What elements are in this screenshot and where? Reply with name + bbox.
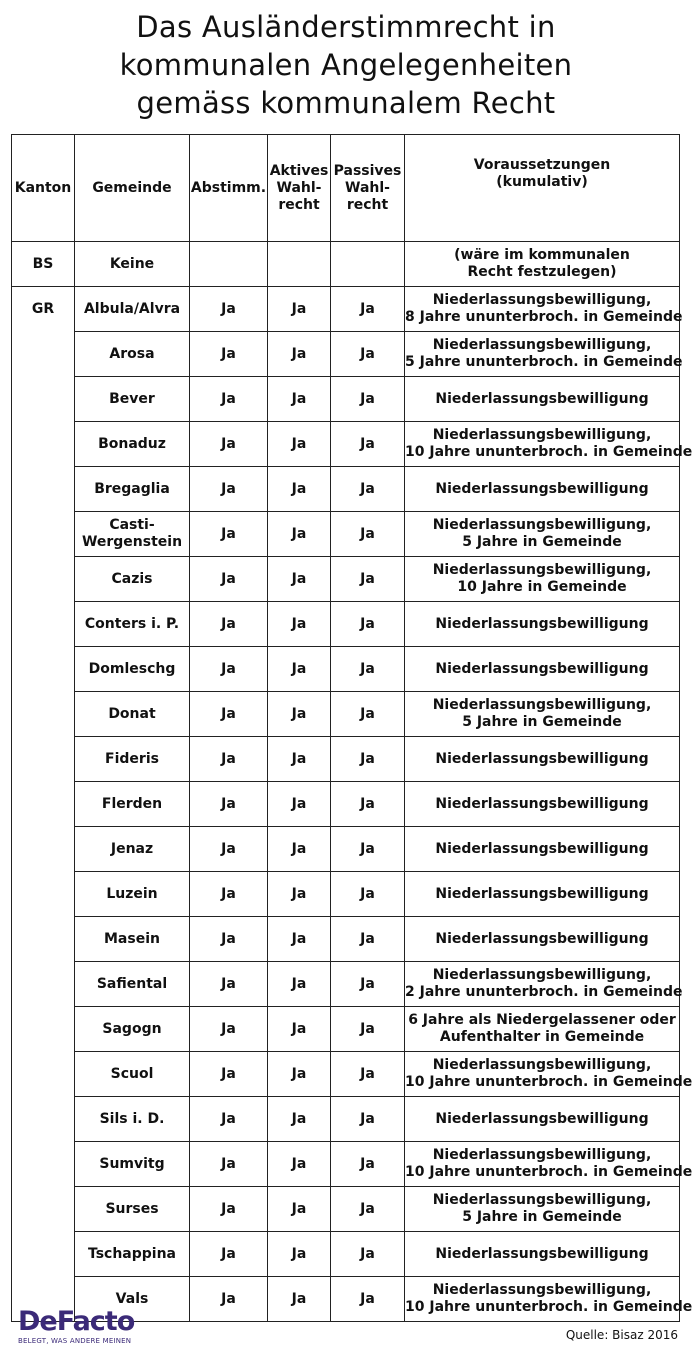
aktiv-cell: Ja	[268, 692, 331, 737]
aktiv-cell: Ja	[268, 872, 331, 917]
gemeinde-cell	[75, 467, 190, 512]
table-row	[12, 557, 680, 602]
voraussetzungen-line: Niederlassungsbewilligung,	[432, 292, 652, 308]
gemeinde-line: Scuol	[110, 1065, 154, 1082]
gemeinde-line: Jenaz	[110, 840, 154, 857]
header-line: recht	[346, 196, 389, 213]
gemeinde-line: Arosa	[109, 345, 155, 362]
abstimm-cell: Ja	[190, 647, 268, 692]
gemeinde-cell	[75, 377, 190, 422]
voraussetzungen-line: Niederlassungsbewilligung	[435, 1110, 649, 1127]
voraussetzungen-cell	[405, 1007, 680, 1052]
header-line: Aktives	[269, 162, 329, 179]
passiv-cell: Ja	[331, 737, 405, 782]
gemeinde-cell: Keine	[75, 242, 190, 287]
gemeinde-line: Surses	[105, 1200, 159, 1217]
voraussetzungen-line: Niederlassungsbewilligung,	[432, 1192, 652, 1208]
gemeinde-cell	[75, 692, 190, 737]
gemeinde-line: Domleschg	[88, 660, 176, 677]
voraussetzungen-cell	[405, 242, 680, 287]
voraussetzungen-line: Niederlassungsbewilligung,	[432, 562, 652, 578]
voraussetzungen-line: Niederlassungsbewilligung,	[432, 517, 652, 533]
defacto-logo	[18, 1308, 134, 1345]
voraussetzungen-line: Niederlassungsbewilligung	[435, 480, 649, 497]
gemeinde-line: Sumvitg	[99, 1155, 165, 1172]
kanton-cell: BS	[12, 242, 75, 287]
voraussetzungen-line: Niederlassungsbewilligung	[435, 930, 649, 947]
gemeinde-cell	[75, 782, 190, 827]
voraussetzungen-line: 5 Jahre in Gemeinde	[462, 714, 622, 730]
abstimm-cell: Ja	[190, 422, 268, 467]
voraussetzungen-line: Niederlassungsbewilligung	[435, 885, 649, 902]
voraussetzungen-line: 5 Jahre in Gemeinde	[462, 534, 622, 550]
passiv-cell: Ja	[331, 647, 405, 692]
table-row	[12, 692, 680, 737]
voraussetzungen-line: 10 Jahre ununterbroch. in Gemeinde	[405, 1299, 692, 1315]
table-row	[12, 962, 680, 1007]
title-line: kommunalen Angelegenheiten	[119, 48, 573, 82]
header-passives	[331, 135, 405, 242]
table-row	[12, 1232, 680, 1277]
gemeinde-line: Vals	[115, 1290, 149, 1307]
voraussetzungen-line: Niederlassungsbewilligung,	[432, 337, 652, 353]
voraussetzungen-line: Niederlassungsbewilligung	[435, 1245, 649, 1262]
voraussetzungen-line: Niederlassungsbewilligung,	[432, 697, 652, 713]
gemeinde-line: Wergenstein	[81, 534, 183, 550]
gemeinde-line: Bregaglia	[94, 480, 170, 497]
table-row	[12, 1142, 680, 1187]
gemeinde-line: Luzein	[106, 885, 158, 902]
voraussetzungen-line: Niederlassungsbewilligung,	[432, 427, 652, 443]
voraussetzungen-line: Niederlassungsbewilligung,	[432, 1057, 652, 1073]
abstimm-cell: Ja	[190, 872, 268, 917]
voraussetzungen-cell	[405, 1232, 680, 1277]
voraussetzungen-cell	[405, 422, 692, 467]
voraussetzungen-line: Niederlassungsbewilligung	[435, 660, 649, 677]
aktiv-cell	[268, 242, 331, 287]
header-line: Voraussetzungen	[473, 157, 611, 173]
table-row	[12, 422, 680, 467]
aktiv-cell: Ja	[268, 422, 331, 467]
voraussetzungen-line: 8 Jahre ununterbroch. in Gemeinde	[405, 309, 683, 325]
abstimm-cell: Ja	[190, 377, 268, 422]
gemeinde-cell	[75, 422, 190, 467]
gemeinde-line: Sagogn	[102, 1020, 162, 1037]
voraussetzungen-cell	[405, 962, 683, 1007]
voraussetzungen-cell	[405, 512, 680, 557]
table-row	[12, 872, 680, 917]
aktiv-cell: Ja	[268, 557, 331, 602]
voraussetzungen-cell	[405, 377, 680, 422]
aktiv-cell: Ja	[268, 827, 331, 872]
gemeinde-line: Flerden	[101, 795, 163, 812]
gemeinde-cell	[75, 1097, 190, 1142]
table-row	[12, 782, 680, 827]
passiv-cell: Ja	[331, 1097, 405, 1142]
abstimm-cell: Ja	[190, 917, 268, 962]
gemeinde-line: Safiental	[96, 975, 168, 992]
aktiv-cell: Ja	[268, 1142, 331, 1187]
passiv-cell: Ja	[331, 1232, 405, 1277]
abstimm-cell: Ja	[190, 1142, 268, 1187]
voraussetzungen-line: Niederlassungsbewilligung,	[432, 967, 652, 983]
kanton-cell: GR	[12, 287, 75, 1322]
passiv-cell: Ja	[331, 422, 405, 467]
header-line: recht	[278, 196, 320, 213]
abstimm-cell: Ja	[190, 1052, 268, 1097]
aktiv-cell: Ja	[268, 737, 331, 782]
passiv-cell: Ja	[331, 872, 405, 917]
passiv-cell: Ja	[331, 1052, 405, 1097]
voraussetzungen-line: 5 Jahre ununterbroch. in Gemeinde	[405, 354, 683, 370]
header-line: Passives	[333, 162, 402, 179]
title-line: Das Ausländerstimmrecht in	[136, 10, 556, 44]
voraussetzungen-line: 10 Jahre ununterbroch. in Gemeinde	[405, 444, 692, 460]
voraussetzungen-line: 10 Jahre in Gemeinde	[457, 579, 627, 595]
voraussetzungen-cell	[405, 467, 680, 512]
voraussetzungen-cell	[405, 782, 680, 827]
passiv-cell: Ja	[331, 332, 405, 377]
gemeinde-cell	[75, 737, 190, 782]
abstimm-cell: Ja	[190, 557, 268, 602]
voraussetzungen-line: 5 Jahre in Gemeinde	[462, 1209, 622, 1225]
abstimm-cell: Ja	[190, 332, 268, 377]
page-title	[0, 8, 692, 122]
passiv-cell: Ja	[331, 512, 405, 557]
voraussetzungen-line: (wäre im kommunalen	[454, 247, 630, 263]
aktiv-cell: Ja	[268, 1232, 331, 1277]
abstimm-cell: Ja	[190, 962, 268, 1007]
passiv-cell: Ja	[331, 377, 405, 422]
voraussetzungen-cell	[405, 647, 680, 692]
gemeinde-cell	[75, 557, 190, 602]
voraussetzungen-cell	[405, 872, 680, 917]
source-note: Quelle: Bisaz 2016	[565, 1328, 678, 1342]
gemeinde-cell	[75, 332, 190, 377]
abstimm-cell: Ja	[190, 1097, 268, 1142]
table-row	[12, 827, 680, 872]
voraussetzungen-cell	[405, 557, 680, 602]
table-row	[12, 377, 680, 422]
table-row-bs	[12, 242, 680, 287]
gemeinde-cell	[75, 827, 190, 872]
abstimm-cell	[190, 242, 268, 287]
voraussetzungen-line: Aufenthalter in Gemeinde	[439, 1029, 645, 1045]
table-header-row	[12, 135, 680, 242]
gemeinde-line: Conters i. P.	[84, 615, 180, 632]
aktiv-cell: Ja	[268, 1007, 331, 1052]
gemeinde-cell	[75, 602, 190, 647]
table-row	[12, 512, 680, 557]
voraussetzungen-line: 2 Jahre ununterbroch. in Gemeinde	[405, 984, 683, 1000]
table-row	[12, 1097, 680, 1142]
voraussetzungen-line: 10 Jahre ununterbroch. in Gemeinde	[405, 1164, 692, 1180]
passiv-cell: Ja	[331, 917, 405, 962]
voraussetzungen-cell	[405, 1097, 680, 1142]
abstimm-cell: Ja	[190, 1277, 268, 1322]
aktiv-cell: Ja	[268, 1052, 331, 1097]
voraussetzungen-cell	[405, 692, 680, 737]
voraussetzungen-cell	[405, 332, 683, 377]
passiv-cell: Ja	[331, 782, 405, 827]
voraussetzungen-line: Niederlassungsbewilligung	[435, 750, 649, 767]
passiv-cell: Ja	[331, 557, 405, 602]
aktiv-cell: Ja	[268, 512, 331, 557]
voraussetzungen-line: Niederlassungsbewilligung	[435, 840, 649, 857]
voraussetzungen-line: Recht festzulegen)	[467, 264, 617, 280]
aktiv-cell: Ja	[268, 647, 331, 692]
header-line: Wahl-	[345, 179, 390, 196]
aktiv-cell: Ja	[268, 467, 331, 512]
table-row	[12, 647, 680, 692]
aktiv-cell: Ja	[268, 1097, 331, 1142]
gemeinde-line: Sils i. D.	[99, 1110, 165, 1127]
table-row	[12, 287, 680, 332]
table-row	[12, 602, 680, 647]
abstimm-cell: Ja	[190, 512, 268, 557]
gemeinde-cell	[75, 917, 190, 962]
gemeinde-cell	[75, 512, 190, 557]
voraussetzungen-line: Niederlassungsbewilligung	[435, 615, 649, 632]
gemeinde-line: Masein	[104, 930, 160, 947]
gemeinde-line: Casti-	[109, 517, 155, 533]
voting-rights-table	[11, 134, 692, 1322]
passiv-cell: Ja	[331, 602, 405, 647]
aktiv-cell: Ja	[268, 782, 331, 827]
abstimm-cell: Ja	[190, 737, 268, 782]
gemeinde-cell	[75, 1007, 190, 1052]
aktiv-cell: Ja	[268, 962, 331, 1007]
abstimm-cell: Ja	[190, 1187, 268, 1232]
voraussetzungen-line: 6 Jahre als Niedergelassener oder	[408, 1012, 676, 1028]
gemeinde-cell	[75, 1232, 190, 1277]
gemeinde-cell	[75, 962, 190, 1007]
abstimm-cell: Ja	[190, 467, 268, 512]
header-gemeinde: Gemeinde	[75, 135, 190, 242]
logo-text: DeFacto	[18, 1306, 135, 1337]
passiv-cell: Ja	[331, 827, 405, 872]
table-row	[12, 1187, 680, 1232]
passiv-cell: Ja	[331, 692, 405, 737]
gemeinde-line: Cazis	[111, 570, 153, 587]
voraussetzungen-cell	[405, 737, 680, 782]
table-row	[12, 737, 680, 782]
gemeinde-cell	[75, 1187, 190, 1232]
voraussetzungen-line: Niederlassungsbewilligung	[435, 795, 649, 812]
voraussetzungen-cell	[405, 602, 680, 647]
header-kanton: Kanton	[12, 135, 75, 242]
aktiv-cell: Ja	[268, 1187, 331, 1232]
passiv-cell: Ja	[331, 1187, 405, 1232]
header-aktives	[268, 135, 331, 242]
passiv-cell: Ja	[331, 962, 405, 1007]
gemeinde-cell	[75, 647, 190, 692]
voraussetzungen-line: Niederlassungsbewilligung	[435, 390, 649, 407]
voraussetzungen-cell	[405, 1187, 680, 1232]
gemeinde-line: Fideris	[105, 750, 159, 767]
abstimm-cell: Ja	[190, 602, 268, 647]
abstimm-cell: Ja	[190, 287, 268, 332]
table-row	[12, 1052, 680, 1097]
gemeinde-line: Bever	[109, 390, 155, 407]
aktiv-cell: Ja	[268, 287, 331, 332]
passiv-cell: Ja	[331, 287, 405, 332]
abstimm-cell: Ja	[190, 692, 268, 737]
passiv-cell: Ja	[331, 1007, 405, 1052]
header-line: Wahl-	[276, 179, 322, 196]
table-row	[12, 332, 680, 377]
gemeinde-line: Donat	[108, 705, 156, 722]
passiv-cell: Ja	[331, 1277, 405, 1322]
voraussetzungen-cell	[405, 1052, 692, 1097]
voraussetzungen-cell	[405, 287, 683, 332]
passiv-cell: Ja	[331, 467, 405, 512]
gemeinde-cell	[75, 1052, 190, 1097]
voraussetzungen-cell	[405, 917, 680, 962]
logo-tagline: BELEGT, WAS ANDERE MEINEN	[18, 1337, 132, 1345]
gemeinde-cell	[75, 1142, 190, 1187]
title-line: gemäss kommunalem Recht	[136, 86, 556, 120]
voraussetzungen-line: 10 Jahre ununterbroch. in Gemeinde	[405, 1074, 692, 1090]
gemeinde-line: Albula/Alvra	[83, 300, 181, 317]
passiv-cell	[331, 242, 405, 287]
aktiv-cell: Ja	[268, 1277, 331, 1322]
voraussetzungen-cell	[405, 827, 680, 872]
gemeinde-cell	[75, 872, 190, 917]
passiv-cell: Ja	[331, 1142, 405, 1187]
table-row	[12, 467, 680, 512]
gemeinde-line: Bonaduz	[98, 435, 166, 452]
aktiv-cell: Ja	[268, 917, 331, 962]
header-abstimm: Abstimm.	[190, 135, 268, 242]
gemeinde-cell	[75, 287, 190, 332]
aktiv-cell: Ja	[268, 602, 331, 647]
abstimm-cell: Ja	[190, 827, 268, 872]
gemeinde-line: Tschappina	[88, 1245, 176, 1262]
voraussetzungen-line: Niederlassungsbewilligung,	[432, 1282, 652, 1298]
header-line: (kumulativ)	[496, 174, 588, 190]
voraussetzungen-cell	[405, 1277, 692, 1322]
voraussetzungen-line: Niederlassungsbewilligung,	[432, 1147, 652, 1163]
abstimm-cell: Ja	[190, 1232, 268, 1277]
aktiv-cell: Ja	[268, 377, 331, 422]
aktiv-cell: Ja	[268, 332, 331, 377]
header-voraussetzungen	[405, 135, 680, 242]
table-row	[12, 1007, 680, 1052]
abstimm-cell: Ja	[190, 782, 268, 827]
table-row	[12, 917, 680, 962]
voraussetzungen-cell	[405, 1142, 692, 1187]
abstimm-cell: Ja	[190, 1007, 268, 1052]
